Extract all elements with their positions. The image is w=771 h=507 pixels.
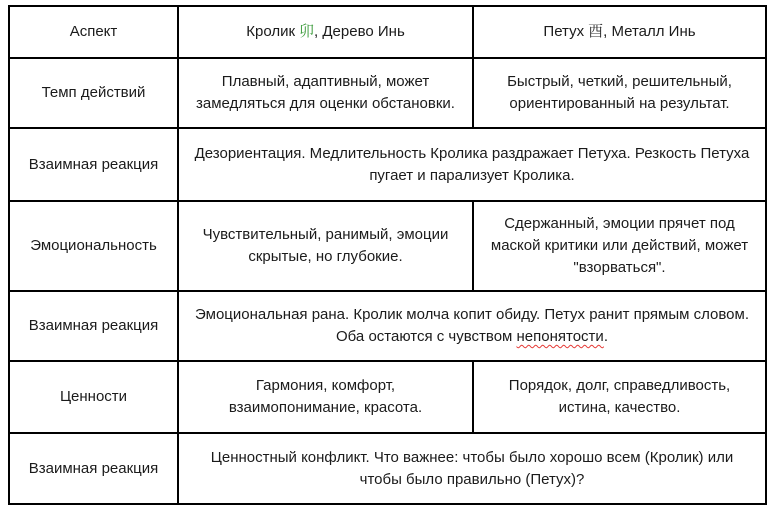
aspect-cell[interactable]: Взаимная реакция (9, 433, 178, 504)
header-rabbit[interactable] (178, 6, 473, 58)
header-rooster-element-label: , Металл Инь (603, 23, 696, 40)
row-tempo (9, 58, 766, 128)
header-row (9, 6, 766, 58)
row-mutual-reaction-3 (9, 433, 766, 504)
merged-text-before: Эмоциональная рана. Кролик молча копит обиду. Петух ранит прямым словом. Оба остаются с чувством (195, 306, 749, 345)
rooster-branch-char: 酉 (588, 23, 604, 40)
rooster-cell[interactable]: Быстрый, четкий, решительный, ориентированный на результат. (473, 58, 766, 128)
header-rabbit-label: Кролик (246, 23, 296, 40)
header-aspect[interactable]: Аспект (9, 6, 178, 58)
row-mutual-reaction-1 (9, 128, 766, 201)
rabbit-cell[interactable]: Чувствительный, ранимый, эмоции скрытые, но глубокие. (178, 201, 473, 291)
header-rooster[interactable] (473, 6, 766, 58)
rooster-cell[interactable]: Порядок, долг, справедливость, истина, качество. (473, 361, 766, 433)
merged-cell[interactable]: Ценностный конфликт. Что важнее: чтобы было хорошо всем (Кролик) или чтобы было правильно (Петух)? (178, 433, 766, 504)
aspect-cell[interactable]: Взаимная реакция (9, 291, 178, 361)
aspect-cell[interactable]: Взаимная реакция (9, 128, 178, 201)
rabbit-cell[interactable]: Гармония, комфорт, взаимопонимание, красота. (178, 361, 473, 433)
row-values (9, 361, 766, 433)
merged-cell[interactable] (178, 291, 766, 361)
merged-cell[interactable]: Дезориентация. Медлительность Кролика раздражает Петуха. Резкость Петуха пугает и парализует Кролика. (178, 128, 766, 201)
rabbit-branch-char: 卯 (299, 23, 315, 40)
aspect-cell[interactable]: Темп действий (9, 58, 178, 128)
merged-text-after: . (603, 328, 608, 345)
header-rooster-label: Петух (543, 23, 585, 40)
misspelled-word: непонятости (516, 328, 604, 345)
rooster-cell[interactable]: Сдержанный, эмоции прячет под маской критики или действий, может "взорваться". (473, 201, 766, 291)
compatibility-table (8, 5, 767, 505)
row-mutual-reaction-2 (9, 291, 766, 361)
rabbit-cell[interactable]: Плавный, адаптивный, может замедляться для оценки обстановки. (178, 58, 473, 128)
header-rabbit-element-label: , Дерево Инь (314, 23, 405, 40)
aspect-cell[interactable]: Эмоциональность (9, 201, 178, 291)
row-emotionality (9, 201, 766, 291)
aspect-cell[interactable]: Ценности (9, 361, 178, 433)
